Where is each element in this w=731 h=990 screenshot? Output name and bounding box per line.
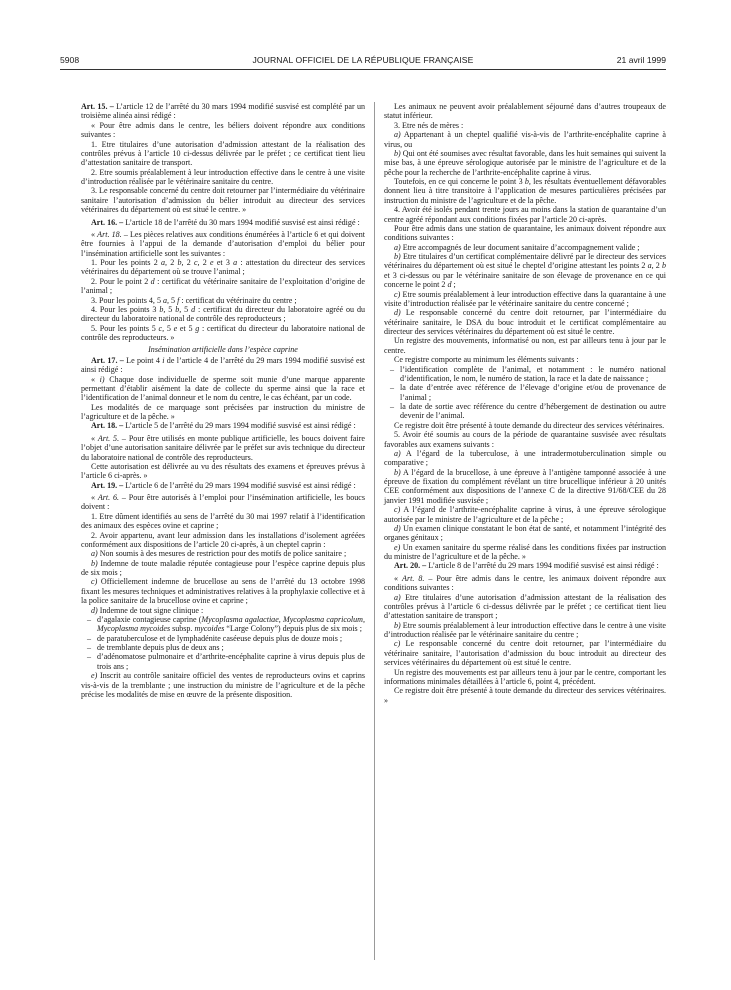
- paragraph: 2. Avoir appartenu, avant leur admission dans les installations d’isolement agréées conformément aux dispositions de l’article 20 ci-après, à un cheptel caprin :: [81, 530, 365, 549]
- paragraph: e) Inscrit au contrôle sanitaire officiel des ventes de reproducteurs ovins et caprins vis-à-vis de la tremblante ; une instruction du ministre de l’agriculture et de la pêche précise les modalités de mise en œuvre de la présente disposition.: [81, 671, 365, 699]
- paragraph: Art. 15. – L’article 12 de l’arrêté du 30 mars 1994 modifié susvisé est complété par un troisième alinéa ainsi rédigé :: [81, 102, 365, 121]
- paragraph: 4. Pour les points 3 b, 5 b, 5 d : certificat du directeur du laboratoire agréé ou du directeur du laboratoire national de contrôle des reproducteurs ;: [81, 304, 366, 324]
- issue-date: 21 avril 1999: [616, 55, 666, 65]
- paragraph: « Art. 8. – Pour être admis dans le centre, les animaux doivent répondre aux conditions suivantes :: [384, 573, 666, 593]
- paragraph: Ce registre comporte au minimum les éléments suivants :: [394, 355, 579, 365]
- dash-list: [384, 365, 666, 421]
- paragraph: a) Etre titulaires d’une autorisation d’admission attestant de la réalisation des contrôles prévus à l’article 6 ci-dessus délivrée par le préfet ; ce certificat tient lieu d’attestation sanitaire de transport ;: [384, 592, 666, 621]
- paragraph: Art. 16. – L’article 18 de l’arrêté du 30 mars 1994 modifié susvisé est ainsi rédigé :: [91, 217, 360, 227]
- list-item: – d’agalaxie contagieuse caprine (Mycoplasma agalactiae, Mycoplasma capricolum, Mycoplasma mycoides subsp. mycoides “Large Colony”) depuis plus de six mois ;: [81, 615, 365, 634]
- list-item: – la date de sortie avec référence du centre d’hébergement de destination ou autre devenir de l’animal.: [384, 402, 666, 421]
- paragraph: b) Etre soumis préalablement à leur introduction effective dans le centre à une visite d’introduction réalisée par le vétérinaire sanitaire du centre ;: [384, 620, 666, 639]
- paragraph: 4. Avoir été isolés pendant trente jours au moins dans la station de quarantaine d’un centre agréé répondant aux conditions fixées par l’article 20 ci-après.: [384, 205, 666, 224]
- paragraph: Art. 20. – L’article 8 de l’arrêté du 29 mars 1994 modifié susvisé est ainsi rédigé :: [394, 561, 659, 571]
- list-item: – l’identification complète de l’animal, et notamment : le numéro national d’identification, le nom, le numéro de station, la race et la date de naissance ;: [384, 365, 666, 384]
- paragraph: 3. Le responsable concerné du centre doit retourner par l’intermédiaire du vétérinaire sanitaire l’autorisation d’admission du bélier introduit au directeur des services vétérinaires du département où est situé le centre. »: [81, 186, 365, 215]
- paragraph: 5. Pour les points 5 c, 5 e et 5 g : certificat du directeur du laboratoire national de contrôle des reproducteurs. »: [81, 323, 365, 342]
- paragraph: « Art. 5. – Pour être utilisés en monte publique artificielle, les boucs doivent faire l’objet d’une autorisation sanitaire délivrée par le préfet sur avis technique du directeur du laboratoire national de contrôle des reproducteurs.: [81, 433, 365, 462]
- paragraph: d) Le responsable concerné du centre doit retourner, par l’intermédiaire du vétérinaire sanitaire, le DSA du bouc introduit et le certificat complémentaire au directeur des services vétérinaires du département où est situé le centre.: [384, 308, 666, 336]
- paragraph: 2. Etre soumis préalablement à leur introduction effective dans le centre à une visite d’introduction réalisée par le vétérinaire sanitaire du centre.: [81, 167, 365, 186]
- paragraph: b) Indemne de toute maladie réputée contagieuse pour l’espèce caprine depuis plus de six mois ;: [81, 558, 365, 577]
- page-number: 5908: [60, 55, 80, 65]
- paragraph: Art. 17. – Le point 4 i de l’article 4 de l’arrêté du 29 mars 1994 modifié susvisé est ainsi rédigé :: [81, 355, 365, 375]
- paragraph: a) Non soumis à des mesures de restriction pour des motifs de police sanitaire ;: [91, 549, 347, 559]
- paragraph: 1. Pour les points 2 a, 2 b, 2 c, 2 e et 3 a : attestation du directeur des services vétérinaires du département où se trouve l’animal ;: [81, 258, 366, 277]
- paragraph: d) Un examen clinique constatant le bon état de santé, et notamment l’intégrité des organes génitaux ;: [384, 523, 666, 543]
- paragraph: b) A l’égard de la brucellose, à une épreuve à l’antigène tamponné associée à une épreuve de fixation du complément révélant un titre brucellique inférieur à 20 unités CEE conformément aux dispositions de l’annexe C de la directive 91/68/CEE du 28 janvier 1991 modifiée susvisée ;: [384, 467, 666, 505]
- paragraph: Un registre des mouvements est par ailleurs tenu à jour par le centre, comportant les informations minimales détaillées à l’article 6, point 4, précédent.: [384, 667, 666, 686]
- paragraph: d) Indemne de tout signe clinique :: [91, 605, 204, 615]
- paragraph: Toutefois, en ce qui concerne le point 3 b, les résultats éventuellement défavorables donnent lieu à titre transitoire à l’application de mesures particulières précisées par instruction du ministre de l’agriculture et de la pêche.: [384, 177, 666, 205]
- paragraph: Pour être admis dans une station de quarantaine, les animaux doivent répondre aux conditions suivantes :: [384, 223, 666, 243]
- paragraph: « Art. 18. – Les pièces relatives aux conditions énumérées à l’article 6 et qui doivent être fournies à l’appui de la demande d’autorisation d’emploi du bélier pour l’insémination artificielle sont les suivantes :: [81, 229, 365, 258]
- list-item: – d’adénomatose pulmonaire et d’arthrite-encéphalite caprine à virus depuis plus de trois ans ;: [81, 652, 365, 671]
- column-divider: [374, 102, 375, 960]
- page-header: [60, 55, 666, 69]
- header-rule: [60, 69, 666, 70]
- left-column: [81, 102, 365, 699]
- paragraph: 1. Etre dûment identifiés au sens de l’arrêté du 30 mai 1997 relatif à l’identification des animaux des espèces ovine et caprine ;: [81, 511, 365, 531]
- list-item: – de tremblante depuis plus de deux ans ;: [81, 643, 365, 652]
- paragraph: 5. Avoir été soumis au cours de la période de quarantaine susvisée avec résultats favorables aux examens suivants :: [384, 430, 666, 449]
- paragraph: 3. Pour les points 4, 5 a, 5 f : certificat du vétérinaire du centre ;: [91, 295, 297, 305]
- paragraph: a) A l’égard de la tuberculose, à une intradermotuberculination simple ou comparative ;: [384, 448, 666, 468]
- paragraph: 3. Etre nés de mères :: [394, 120, 464, 130]
- paragraph: Les animaux ne peuvent avoir préalablement séjourné dans d’autres troupeaux de statut inférieur.: [384, 102, 666, 121]
- section-heading: Insémination artificielle dans l’espèce caprine: [148, 345, 298, 355]
- paragraph: Les modalités de ce marquage sont précisées par instruction du ministre de l’agriculture et de la pêche. »: [81, 402, 365, 421]
- paragraph: c) Etre soumis préalablement à leur introduction effective dans la quarantaine à une visite d’introduction réalisée par le vétérinaire sanitaire du centre concerné ;: [384, 289, 666, 308]
- list-item: – de paratuberculose et de lymphadénite caséeuse depuis plus de douze mois ;: [81, 634, 365, 643]
- paragraph: « Pour être admis dans le centre, les béliers doivent répondre aux conditions suivantes :: [81, 120, 365, 140]
- paragraph: a) Etre accompagnés de leur document sanitaire d’accompagnement valide ;: [394, 242, 640, 252]
- right-column: [384, 102, 666, 705]
- paragraph: Art. 19. – L’article 6 de l’arrêté du 29 mars 1994 modifié susvisé est ainsi rédigé :: [91, 480, 356, 490]
- paragraph: Cette autorisation est délivrée au vu des résultats des examens et épreuves prévus à l’article 6 ci-après. »: [81, 461, 365, 481]
- paragraph: 1. Etre titulaires d’une autorisation d’admission attestant de la réalisation des contrôles prévus à l’article 10 ci-dessus délivrée par le préfet ; ce certificat tient lieu d’attestation sanitaire de transport.: [81, 139, 365, 168]
- paragraph: Art. 18. – L’article 5 de l’arrêté du 29 mars 1994 modifié susvisé est ainsi rédigé :: [91, 421, 356, 431]
- paragraph: c) Officiellement indemne de brucellose au sens de l’arrêté du 13 octobre 1998 fixant les mesures techniques et administratives relatives à la prophylaxie collective et à la police sanitaire de la brucellose ovine et caprine ;: [81, 577, 365, 606]
- paragraph: a) Appartenant à un cheptel qualifié vis-à-vis de l’arthrite-encéphalite caprine à virus, ou: [384, 130, 666, 149]
- paragraph: Ce registre doit être présenté à toute demande du directeur des services vétérinaires.: [394, 420, 665, 430]
- paragraph: c) Le responsable concerné du centre doit retourner, par l’intermédiaire du vétérinaire sanitaire, l’autorisation d’admission du bouc introduit au directeur des services vétérinaires du département où est situé le centre.: [384, 639, 666, 668]
- paragraph: 2. Pour le point 2 d : certificat du vétérinaire sanitaire de l’exploitation d’origine de l’animal ;: [81, 276, 365, 296]
- paragraph: Un registre des mouvements, informatisé ou non, est par ailleurs tenu à jour par le centre.: [384, 336, 666, 355]
- paragraph: b) Qui ont été soumises avec résultat favorable, dans les huit semaines qui suivent la mise bas, à une épreuve sérologique autorisée par le ministre de l’agriculture et de la pêche pour la recherche de l’arthrite-encéphalite caprine à virus.: [384, 148, 666, 177]
- paragraph: « i) Chaque dose individuelle de sperme soit munie d’une marque apparente permettant d’établir aisément la date de collecte du sperme ainsi que la race et l’identification de l’animal donneur et le nom du centre, le cas échéant, par un code.: [81, 374, 365, 403]
- paragraph: Ce registre doit être présenté à toute demande du directeur des services vétérinaires. »: [384, 686, 666, 705]
- paragraph: « Art. 6. – Pour être autorisés à l’emploi pour l’insémination artificielle, les boucs doivent :: [81, 493, 366, 512]
- list-item: – la date d’entrée avec référence de l’élevage d’origine et/ou de provenance de l’animal ;: [384, 383, 666, 402]
- journal-title: JOURNAL OFFICIEL DE LA RÉPUBLIQUE FRANÇAISE: [252, 55, 474, 65]
- paragraph: e) Un examen sanitaire du sperme réalisé dans les conditions fixées par instruction du ministre de l’agriculture et de la pêche. »: [384, 542, 666, 561]
- paragraph: c) A l’égard de l’arthrite-encéphalite caprine à virus, à une épreuve sérologique autorisée par le ministre de l’agriculture et de la pêche ;: [384, 505, 666, 524]
- dash-list: [81, 615, 365, 671]
- paragraph: b) Etre titulaires d’un certificat complémentaire délivré par le directeur des services vétérinaires du département où est situé le cheptel d’origine attestant les points 2 a, 2 b et 3 ci-dessus ou par le vétérinaire sanitaire de son élevage de provenance en ce qui concerne le point 2 d ;: [384, 252, 666, 290]
